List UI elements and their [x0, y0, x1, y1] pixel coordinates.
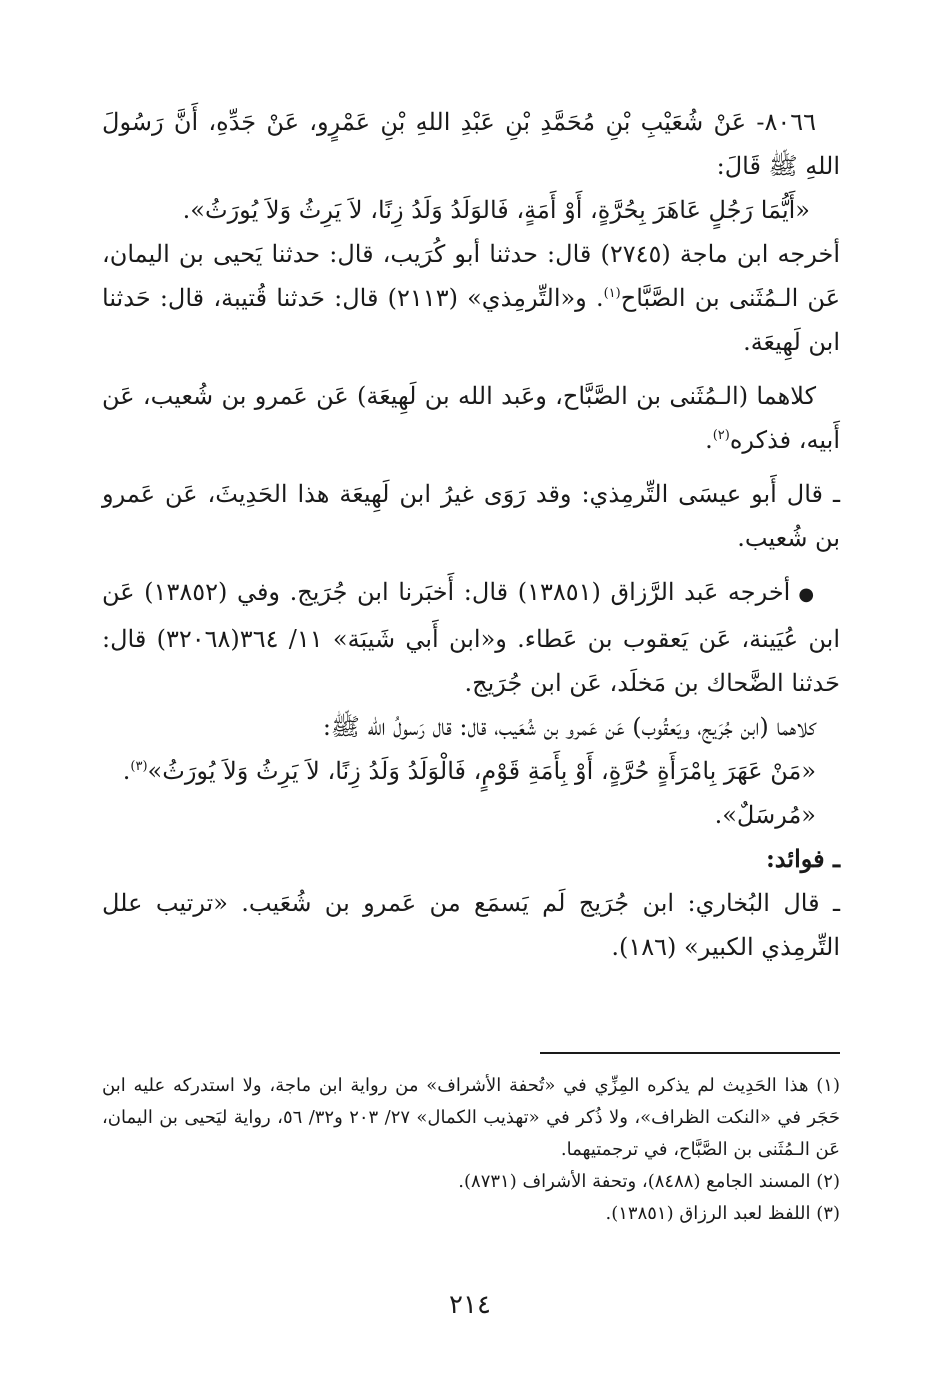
fawaid-text: ـ قال البُخاري: ابن جُرَيج لَم يَسمَع من عَمرو بن شُعَيب. «ترتيب علل التِّرمِذي الكبير» (١٨٦).	[102, 889, 840, 961]
footnote-2: (٢) المسند الجامع (٨٤٨٨)، وتحفة الأشراف (٨٧٣١).	[458, 1171, 840, 1192]
bullet-icon: ●	[798, 584, 816, 605]
takhrij-text-1: أخرجه ابن ماجة (٢٧٤٥) قال: حدثنا أبو كُرَيب، قال: حدثنا يَحيى بن اليمان، عَن الـمُثَنى بن الصَّبَّاح	[102, 240, 841, 312]
footnote-3: (٣) اللفظ لعبد الرزاق (١٣٨٥١).	[605, 1203, 840, 1224]
second-takhrij-text: أخرجه عَبد الرَّزاق (١٣٨٥١) قال: أَخبَرنا ابن جُرَيج. وفي (١٣٨٥٢) عَن ابن عُيَينة، عَن يَعقوب بن عَطاء. و«ابن أَبي شَيبَة» ١١/ ٣٦٤(٣٢٠٦٨) قال: حَدثنا الضَّحاك بن مَخلَد، عَن ابن جُرَيج.	[102, 578, 840, 697]
second-quote	[102, 749, 840, 793]
footnote-ref-1[interactable]: (١)	[603, 286, 621, 301]
takhrij-text-1-cont: . و«التِّرمِذي» (٢١١٣) قال: حَدثنا قُتيبة، قال: حَدثنا ابن لَهِيعَة.	[102, 284, 840, 356]
footnote-1: (١) هذا الحَدِيث لم يذكره المِزِّي في «تُحفة الأشراف» من رواية ابن ماجة، ولا استدركه عليه ابن حَجَر في «النكت الظراف»، ولا ذُكر في «تهذيب الكمال» ٢٧/ ٢٠٣ و٣٢/ ٥٦، رواية ليَحيى بن اليمان، عَن الـمُثَنى بن الصَّبَّاح، في ترجمتيهما.	[102, 1075, 841, 1160]
takhrij-text-2: كلاهما (الـمُثَنى بن الصَّبَّاح، وعَبد الله بن لَهِيعَة) عَن عَمرو بن شُعيب، عَن أَبيه، فذكره	[102, 382, 840, 454]
takhrij-text-2-end: .	[705, 426, 713, 454]
hadith-matn: «أَيُّمَا رَجُلٍ عَاهَرَ بِحُرَّةٍ، أَوْ أَمَةٍ، فَالوَلَدُ وَلَدُ زِنًا، لاَ يَرِثُ وَلاَ يُورَثُ».	[182, 196, 810, 224]
takhrij-paragraph-2	[102, 374, 840, 462]
tirmidhi-comment: ـ قال أَبو عيسَى التِّرمِذي: وقد رَوَى غيرُ ابن لَهِيعَة هذا الحَدِيثَ، عَن عَمرو بن شُعيب.	[102, 480, 840, 552]
main-text	[102, 100, 840, 969]
second-takhrij-paragraph	[102, 570, 840, 705]
second-quote-end: .	[122, 757, 131, 785]
second-quote-text: «مَنْ عَهَرَ بِامْرَأَةٍ حُرَّةٍ، أَوْ بِأَمَةِ قَوْمٍ، فَالْوَلَدُ وَلَدُ زِنًا، لاَ يَرِثُ وَلاَ يُورَثُ»	[147, 757, 816, 785]
footnote-ref-2[interactable]: (٢)	[712, 428, 730, 443]
mursal-label: «مُرسَلٌ».	[714, 801, 816, 829]
footnotes	[102, 1070, 840, 1230]
takhrij-paragraph-1	[102, 232, 840, 364]
second-both-paragraph: كلاهما (ابن جُرَيج، ويَعقُوب) عَن عَمرو بن شُعَيب، قال: قال رَسولُ الله ﷺ:	[322, 713, 816, 741]
page-number: ٢١٤	[449, 1290, 491, 1320]
footnote-divider	[540, 1052, 840, 1054]
footnote-ref-3[interactable]: (٣)	[130, 759, 148, 774]
hadith-opening: ٨٠٦٦- عَنْ شُعَيْبِ بْنِ مُحَمَّدِ بْنِ عَبْدِ اللهِ بْنِ عَمْرٍو، عَنْ جَدِّهِ، أَنَّ رَسُولَ اللهِ ﷺ قَالَ:	[102, 108, 840, 180]
fawaid-heading: ـ فوائد:	[765, 844, 840, 873]
